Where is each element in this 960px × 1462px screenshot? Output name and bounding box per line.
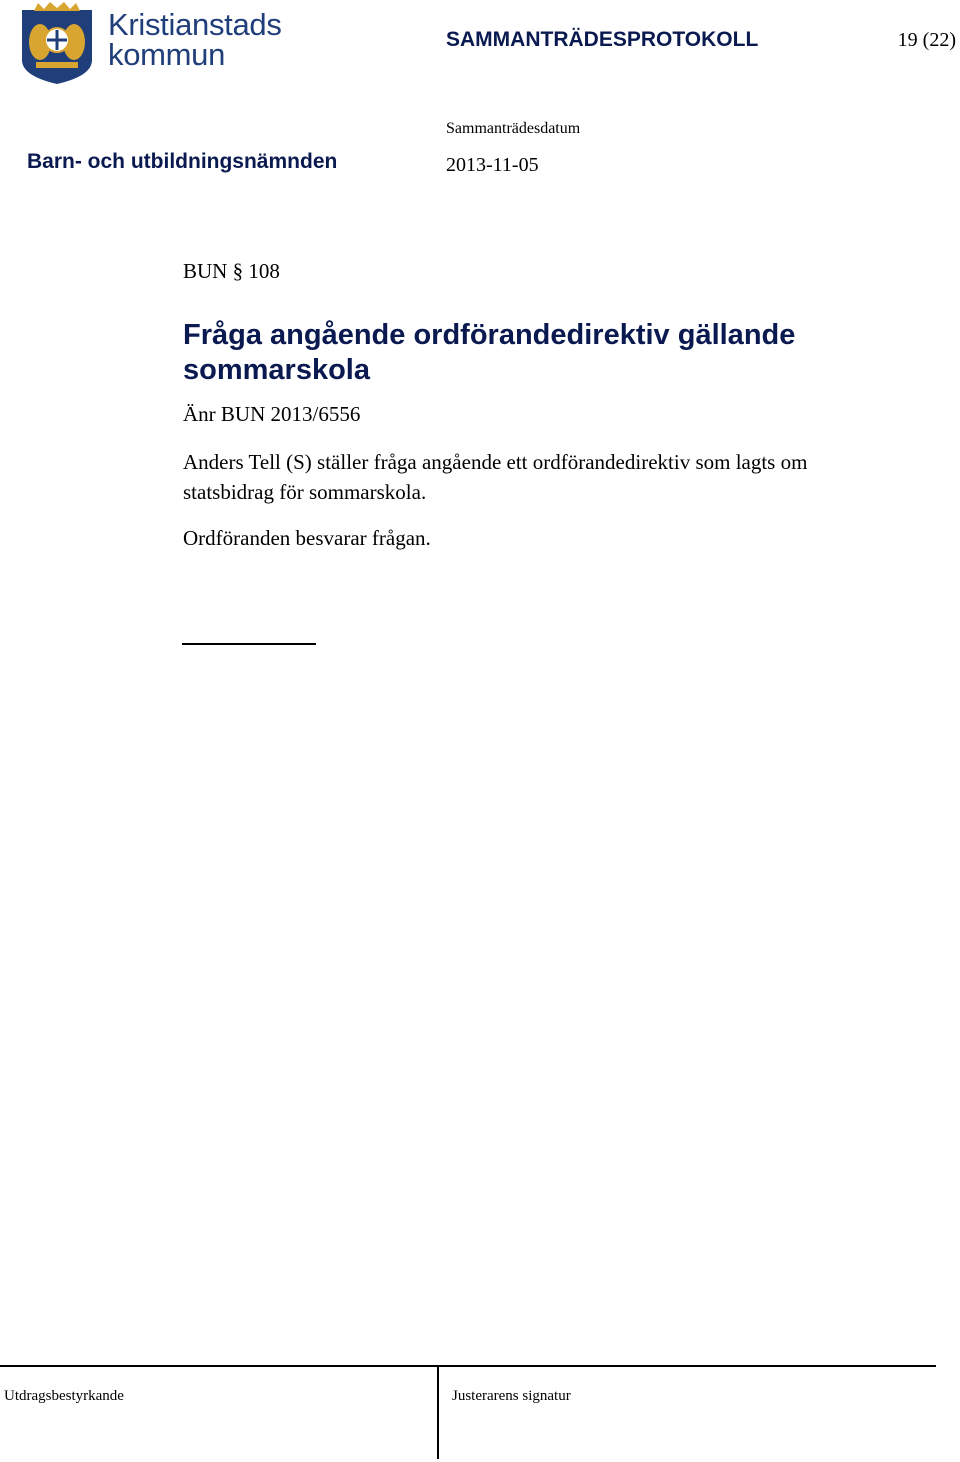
section-reference: BUN § 108 [183,259,280,283]
meeting-date: 2013-11-05 [446,154,539,176]
logo-name-line2: kommun [108,37,226,72]
paragraph: Anders Tell (S) ställer fråga angående ett ordförandedirektiv som lagts om statsbidrag för sommarskola. [183,450,808,504]
paragraph: Ordföranden besvarar frågan. [183,526,431,550]
document-type: SAMMANTRÄDESPROTOKOLL [446,28,759,51]
adjuster-signature-label: Justerarens signatur [452,1388,571,1404]
case-number: Änr BUN 2013/6556 [183,402,361,426]
committee-name: Barn- och utbildningsnämnden [27,150,338,173]
logo-name-line1: Kristianstads [108,7,282,42]
municipality-logo [20,2,290,86]
item-title: Fråga angående ordförandedirektiv gällande sommarskola [183,319,796,386]
page-number: 19 (22) [897,29,956,51]
footer-divider [0,1365,936,1367]
section-end-rule [182,643,316,645]
meeting-date-label: Sammanträdesdatum [446,120,581,137]
certification-label: Utdragsbestyrkande [4,1388,124,1404]
footer-column-divider [437,1366,439,1459]
